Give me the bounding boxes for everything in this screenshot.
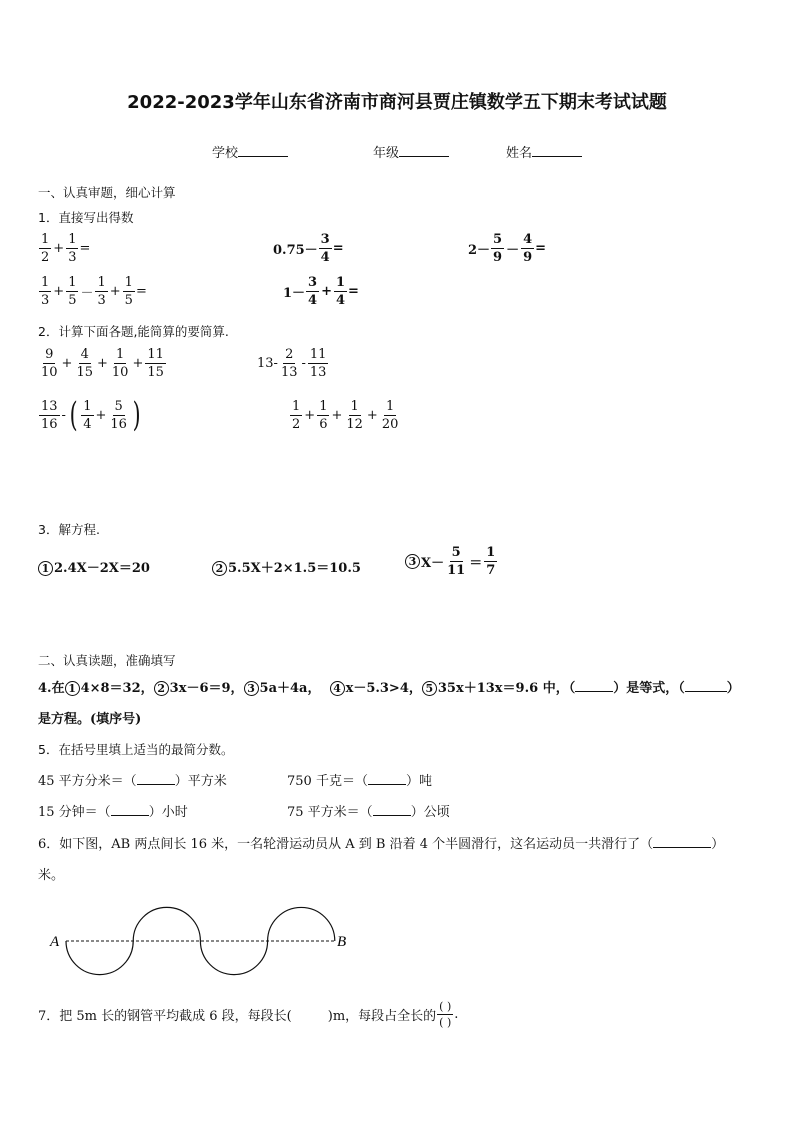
- q5-blank-2[interactable]: [368, 772, 406, 785]
- grade-label: 年级: [373, 146, 400, 161]
- q6-blank[interactable]: [653, 835, 711, 848]
- q5-label: 5．在括号里填上适当的最简分数。: [38, 742, 234, 757]
- semicircle-4: [268, 907, 335, 941]
- page-title: 2022-2023学年山东省济南市商河县贾庄镇数学五下期末考试试题: [127, 92, 667, 113]
- semicircle-diagram: [45, 900, 365, 980]
- semicircle-2: [133, 907, 200, 941]
- q2-expr-3: $\frac{13}{16}$ - ( $\frac{1}{4}$ + $\frac{5}{16}$ ): [41, 395, 141, 435]
- name-field: [506, 142, 582, 161]
- q2-label: 2．计算下面各题,能简算的要简算.: [38, 324, 229, 339]
- q1-label: 1．直接写出得数: [38, 210, 134, 225]
- section-2-heading: 二、认真读题，准确填写: [38, 653, 176, 668]
- semicircle-1: [66, 941, 133, 975]
- q4-blank-1[interactable]: [575, 679, 613, 692]
- name-label: 姓名: [506, 146, 533, 161]
- q1-expr-1: $\frac{1}{2}$ + $\frac{1}{3}$ =: [41, 232, 91, 265]
- q7-line: 7．把 5m 长的钢管平均截成 6 段，每段长( )m，每段占全长的 $\frac{( )}{( )}$ .: [38, 1000, 459, 1029]
- q3-equation-3: 3 X－ $\frac{5}{11}$ ＝ $\frac{1}{7}$: [405, 546, 498, 577]
- q3-label: 3．解方程.: [38, 522, 100, 537]
- q5-blank-1[interactable]: [137, 772, 175, 785]
- grade-blank[interactable]: [399, 145, 449, 157]
- q5-item-3: 15 分钟＝（ ）小时: [38, 805, 188, 820]
- q1-expr-5: 1－ $\frac{3}{4}$ + $\frac{1}{4}$ =: [283, 275, 359, 308]
- q3-equation-1: 1 2.4X－2X＝20: [38, 557, 150, 576]
- q1-expr-3: 2－ $\frac{5}{9}$ － $\frac{4}{9}$ =: [468, 232, 547, 265]
- q4-blank-2[interactable]: [685, 679, 727, 692]
- q2-expr-2: 13- $\frac{2}{13}$ - $\frac{11}{13}$: [257, 347, 327, 380]
- q2-expr-4: $\frac{1}{2}$ + $\frac{1}{6}$ + $\frac{1}{12}$ + $\frac{1}{20}$: [292, 399, 399, 432]
- school-field: [212, 142, 288, 161]
- q2-expr-1: $\frac{9}{10}$ + $\frac{4}{15}$ + $\frac{1}{10}$ + $\frac{11}{15}$: [41, 347, 164, 380]
- q6-line-2: 米。: [38, 868, 65, 883]
- label-b: B: [337, 934, 347, 950]
- school-blank[interactable]: [238, 145, 288, 157]
- grade-field: [373, 142, 449, 161]
- semicircle-3: [200, 941, 267, 975]
- q5-blank-4[interactable]: [373, 803, 411, 816]
- q1-expr-2: 0.75－ $\frac{3}{4}$ =: [273, 232, 344, 265]
- school-label: 学校: [212, 146, 239, 161]
- q1-expr-4: $\frac{1}{3}$ + $\frac{1}{5}$ － $\frac{1}{3}$ + $\frac{1}{5}$ =: [41, 275, 147, 308]
- q5-item-1: 45 平方分米＝（ ）平方米: [38, 774, 227, 789]
- q4-line-1: 4.在 1 4×8＝32， 2 3x－6＝9， 3 5a＋4a， 4 x－5.3>4， 5 35x＋13x＝9.6 中，（ ）是等式，（ ）: [38, 681, 740, 696]
- section-1-heading: 一、认真审题，细心计算: [38, 185, 176, 200]
- q5-item-2: 750 千克＝（ ）吨: [287, 774, 432, 789]
- q6-line-1: 6．如下图，AB 两点间长 16 米，一名轮滑运动员从 A 到 B 沿着 4 个半圆滑行，这名运动员一共滑行了（ ）: [38, 837, 725, 852]
- q5-blank-3[interactable]: [111, 803, 149, 816]
- label-a: A: [50, 934, 60, 950]
- q4-line-2: 是方程。(填序号): [38, 712, 142, 727]
- name-blank[interactable]: [532, 145, 582, 157]
- q3-equation-2: 2 5.5X＋2×1.5＝10.5: [212, 557, 361, 576]
- q5-item-4: 75 平方米＝（ ）公顷: [287, 805, 450, 820]
